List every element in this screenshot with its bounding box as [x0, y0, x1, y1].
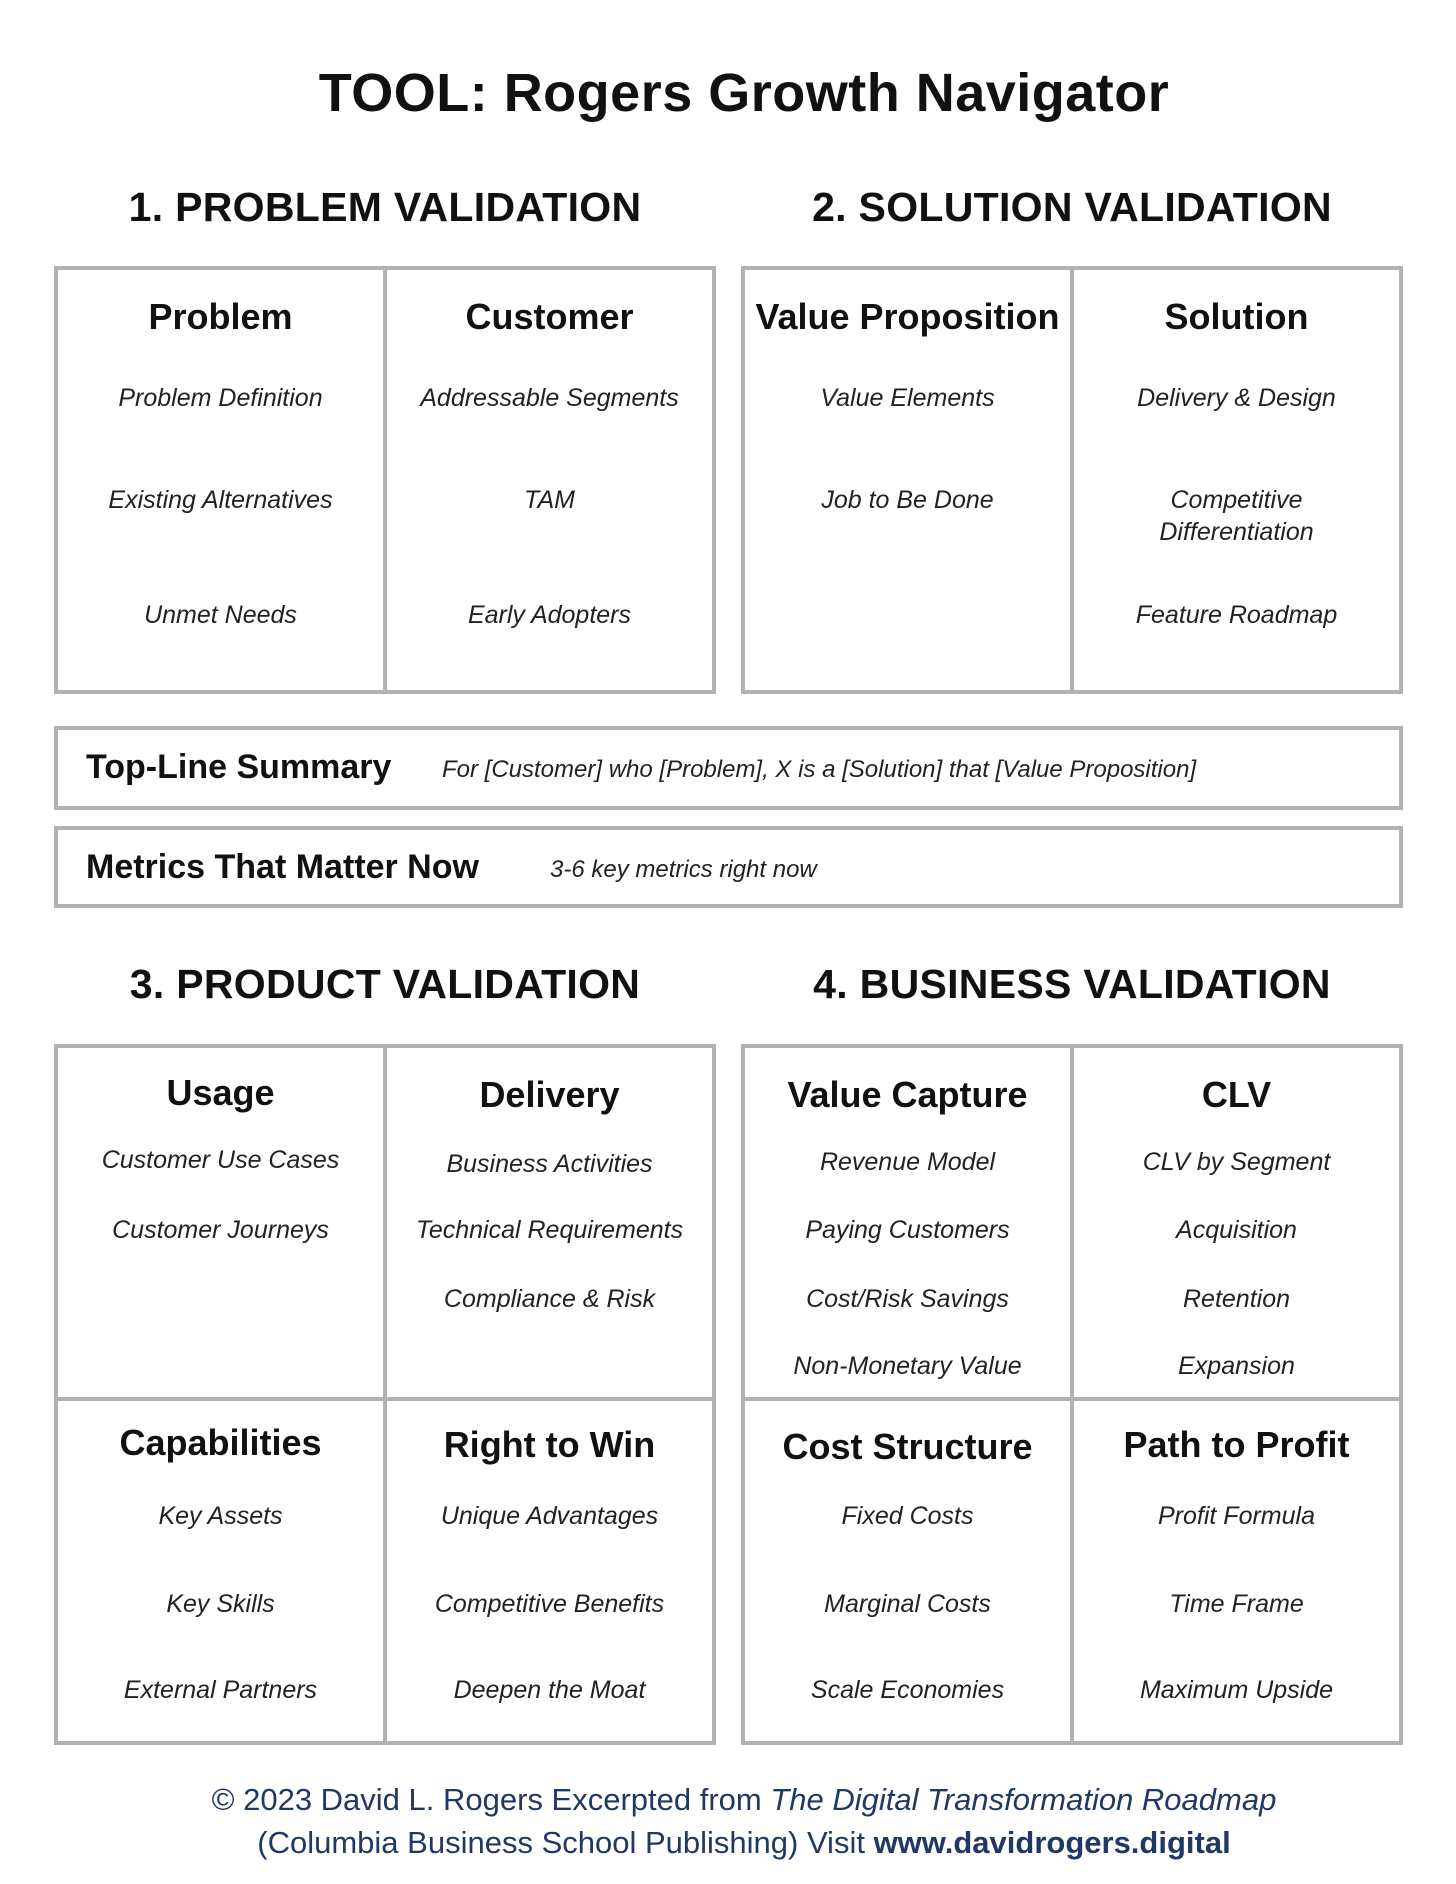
metrics-text: 3-6 key metrics right now — [550, 856, 817, 883]
cell-item: Existing Alternatives — [108, 486, 333, 514]
cell-item: Retention — [1182, 1285, 1291, 1313]
cell-title: Value Proposition — [755, 296, 1060, 337]
cell-item: Expansion — [1178, 1352, 1295, 1380]
cell-item: Business Activities — [446, 1150, 653, 1178]
product-right-column — [383, 1048, 712, 1741]
cell-item: External Partners — [123, 1676, 318, 1704]
cell-title: Problem — [148, 296, 293, 337]
section-heading-solution-validation: 2. SOLUTION VALIDATION — [812, 184, 1332, 230]
cell-item: Feature Roadmap — [1135, 601, 1338, 629]
top-line-summary-label: Top-Line Summary — [86, 748, 392, 786]
page-title: TOOL: Rogers Growth Navigator — [318, 63, 1170, 123]
cell-item: Customer Use Cases — [101, 1146, 340, 1174]
cell-item: Delivery & Design — [1137, 384, 1336, 412]
cell-item: TAM — [524, 486, 575, 514]
business-validation-grid — [741, 1044, 1403, 1745]
top-line-summary-text: For [Customer] who [Problem], X is a [Solution] that [Value Proposition] — [442, 756, 1197, 783]
cell-item: Addressable Segments — [420, 384, 679, 412]
cell-problem — [58, 270, 383, 690]
cell-item: Cost/Risk Savings — [806, 1285, 1009, 1313]
solution-validation-grid — [741, 266, 1403, 694]
cell-item: Unique Advantages — [440, 1502, 659, 1530]
cell-item: Technical Requirements — [415, 1216, 684, 1244]
cell-item: Value Elements — [820, 384, 995, 412]
product-left-column — [58, 1048, 383, 1741]
cell-item: Deepen the Moat — [453, 1676, 646, 1704]
cell-solution — [1070, 270, 1399, 690]
website-link[interactable]: www.davidrogers.digital — [873, 1825, 1231, 1860]
cell-item: Time Frame — [1169, 1590, 1304, 1618]
section-heading-business-validation: 4. BUSINESS VALIDATION — [813, 961, 1331, 1007]
cell-item: Early Adopters — [467, 601, 632, 629]
cell-title: Right to Win — [443, 1424, 656, 1465]
cell-item: Scale Economies — [810, 1676, 1005, 1704]
cell-customer — [383, 270, 712, 690]
footer-line-1 — [0, 1779, 1456, 1821]
cell-title: Capabilities — [119, 1422, 322, 1463]
cell-title: Usage — [166, 1072, 275, 1113]
cell-value-proposition — [745, 270, 1070, 690]
top-line-summary-bar — [54, 726, 1403, 810]
publisher-text: (Columbia Business School Publishing) Visit — [257, 1825, 874, 1860]
cell-item: Problem Definition — [118, 384, 323, 412]
section-heading-product-validation: 3. PRODUCT VALIDATION — [129, 961, 641, 1007]
cell-item: Paying Customers — [805, 1216, 1010, 1244]
cell-title: Cost Structure — [782, 1426, 1033, 1467]
problem-validation-grid — [54, 266, 716, 694]
footer-line-2 — [0, 1822, 1456, 1864]
cell-item: Acquisition — [1176, 1216, 1297, 1244]
cell-item: Revenue Model — [819, 1148, 996, 1176]
cell-title: Path to Profit — [1123, 1424, 1350, 1465]
cell-item: Non-Monetary Value — [793, 1352, 1022, 1380]
cell-item: Marginal Costs — [824, 1590, 991, 1618]
product-validation-grid — [54, 1044, 716, 1745]
cell-item: Key Skills — [166, 1590, 275, 1618]
cell-item: Customer Journeys — [112, 1216, 329, 1244]
book-title: The Digital Transformation Roadmap — [770, 1782, 1277, 1817]
cell-item: CLV by Segment — [1142, 1148, 1331, 1176]
cell-item: Profit Formula — [1158, 1502, 1315, 1530]
cell-title: Delivery — [479, 1074, 620, 1115]
copyright-text: © 2023 David L. Rogers Excerpted from — [211, 1782, 771, 1817]
cell-title: CLV — [1201, 1074, 1272, 1115]
cell-item: Competitive Benefits — [434, 1590, 665, 1618]
cell-item: Unmet Needs — [144, 601, 297, 629]
cell-item: Key Assets — [158, 1502, 283, 1530]
cell-title: Customer — [465, 296, 634, 337]
business-left-column — [745, 1048, 1070, 1741]
cell-title: Solution — [1164, 296, 1309, 337]
cell-item: Job to Be Done — [821, 486, 994, 514]
cell-title: Value Capture — [787, 1074, 1028, 1115]
metrics-bar — [54, 826, 1403, 908]
cell-item: Competitive Differentiation — [1159, 486, 1314, 546]
metrics-label: Metrics That Matter Now — [86, 848, 479, 886]
section-heading-problem-validation: 1. PROBLEM VALIDATION — [128, 184, 642, 230]
business-right-column — [1070, 1048, 1399, 1741]
cell-item: Compliance & Risk — [443, 1285, 656, 1313]
cell-item: Maximum Upside — [1139, 1676, 1334, 1704]
cell-item: Fixed Costs — [841, 1502, 974, 1530]
